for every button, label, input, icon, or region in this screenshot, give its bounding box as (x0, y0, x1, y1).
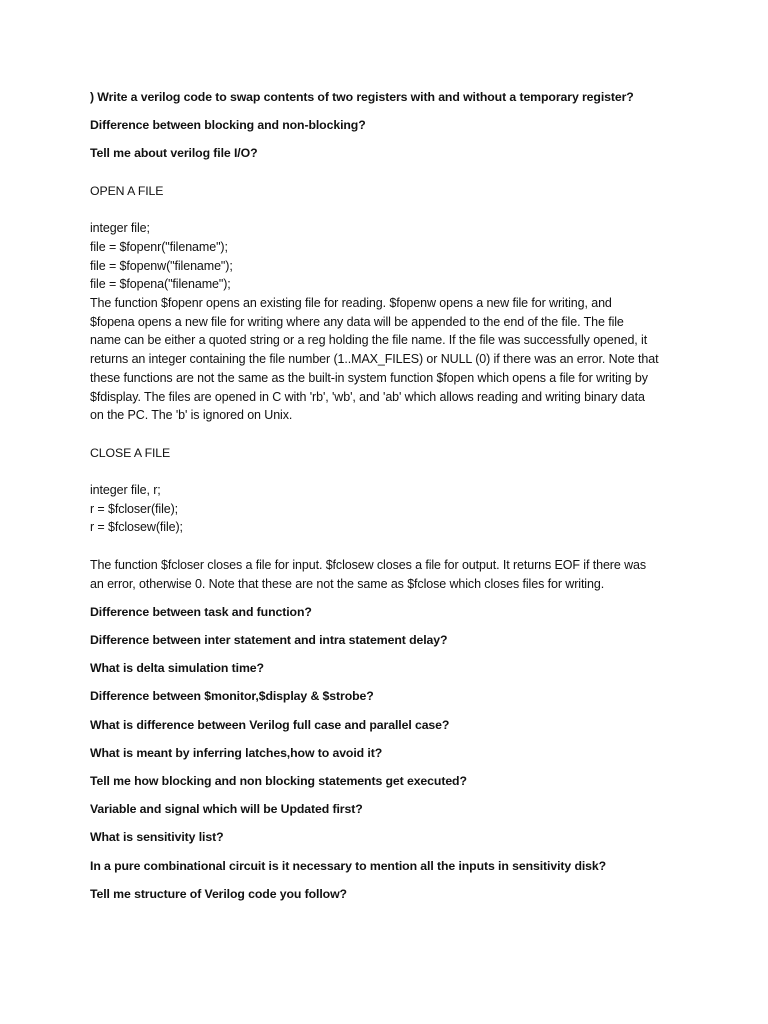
question-list (90, 603, 680, 904)
question-item: Tell me how blocking and non blocking statements get executed? (90, 773, 467, 788)
paragraph-line: an error, otherwise 0. Note that these are not the same as $fclose which closes files for writing. (90, 576, 605, 591)
question-item: What is delta simulation time? (90, 661, 264, 676)
paragraph-line: name can be either a quoted string or a reg holding the file name. If the file was successfully opened, it (90, 333, 648, 348)
question-item: What is difference between Verilog full case and parallel case? (90, 717, 450, 732)
paragraph-line: on the PC. The 'b' is ignored on Unix. (90, 408, 293, 423)
question-item: Difference between inter statement and intra statement delay? (90, 632, 448, 647)
section-heading-close-file: CLOSE A FILE (90, 445, 171, 460)
question-item: Variable and signal which will be Updated first? (90, 802, 363, 817)
paragraph-line: $fopena opens a new file for writing where any data will be appended to the end of the file. The file (90, 314, 624, 329)
code-line: file = $fopena("filename"); (90, 277, 231, 292)
paragraph-line: these functions are not the same as the built-in system function $fopen which opens a file for writing by (90, 370, 648, 385)
code-line: file = $fopenw("filename"); (90, 258, 233, 273)
paragraph-close-file (90, 556, 680, 593)
paragraph-line: The function $fopenr opens an existing file for reading. $fopenw opens a new file for writing, and (90, 296, 612, 310)
question-item: Difference between task and function? (90, 604, 312, 619)
question-item: Tell me structure of Verilog code you follow? (90, 886, 347, 901)
question-item: What is meant by inferring latches,how to avoid it? (90, 745, 383, 760)
paragraph-line: $fdisplay. The files are opened in C with 'rb', 'wb', and 'ab' which allows reading and writing binary data (90, 389, 645, 404)
question-item: Difference between $monitor,$display & $strobe? (90, 689, 374, 704)
paragraph-open-file (90, 294, 680, 425)
code-line: integer file; (90, 221, 150, 236)
paragraph-line: returns an integer containing the file number (1..MAX_FILES) or NULL (0) if there was an error. Note that (90, 352, 659, 367)
question-item: In a pure combinational circuit is it necessary to mention all the inputs in sensitivity disk? (90, 858, 607, 873)
question-swap-registers: ) Write a verilog code to swap contents of two registers with and without a temporary register? (90, 90, 634, 104)
paragraph-line: The function $fcloser closes a file for input. $fclosew closes a file for output. It returns EOF if there was (90, 557, 647, 572)
code-line: r = $fclosew(file); (90, 520, 183, 535)
code-block-close-file (90, 481, 680, 537)
question-item: What is sensitivity list? (90, 830, 224, 845)
code-line: integer file, r; (90, 483, 161, 497)
question-file-io: Tell me about verilog file I/O? (90, 146, 258, 161)
code-line: r = $fcloser(file); (90, 501, 179, 516)
question-blocking-nonblocking: Difference between blocking and non-blocking? (90, 118, 366, 133)
code-line: file = $fopenr("filename"); (90, 239, 228, 254)
document-page (90, 88, 680, 903)
code-block-open-file (90, 219, 680, 294)
section-heading-open-file: OPEN A FILE (90, 183, 164, 198)
